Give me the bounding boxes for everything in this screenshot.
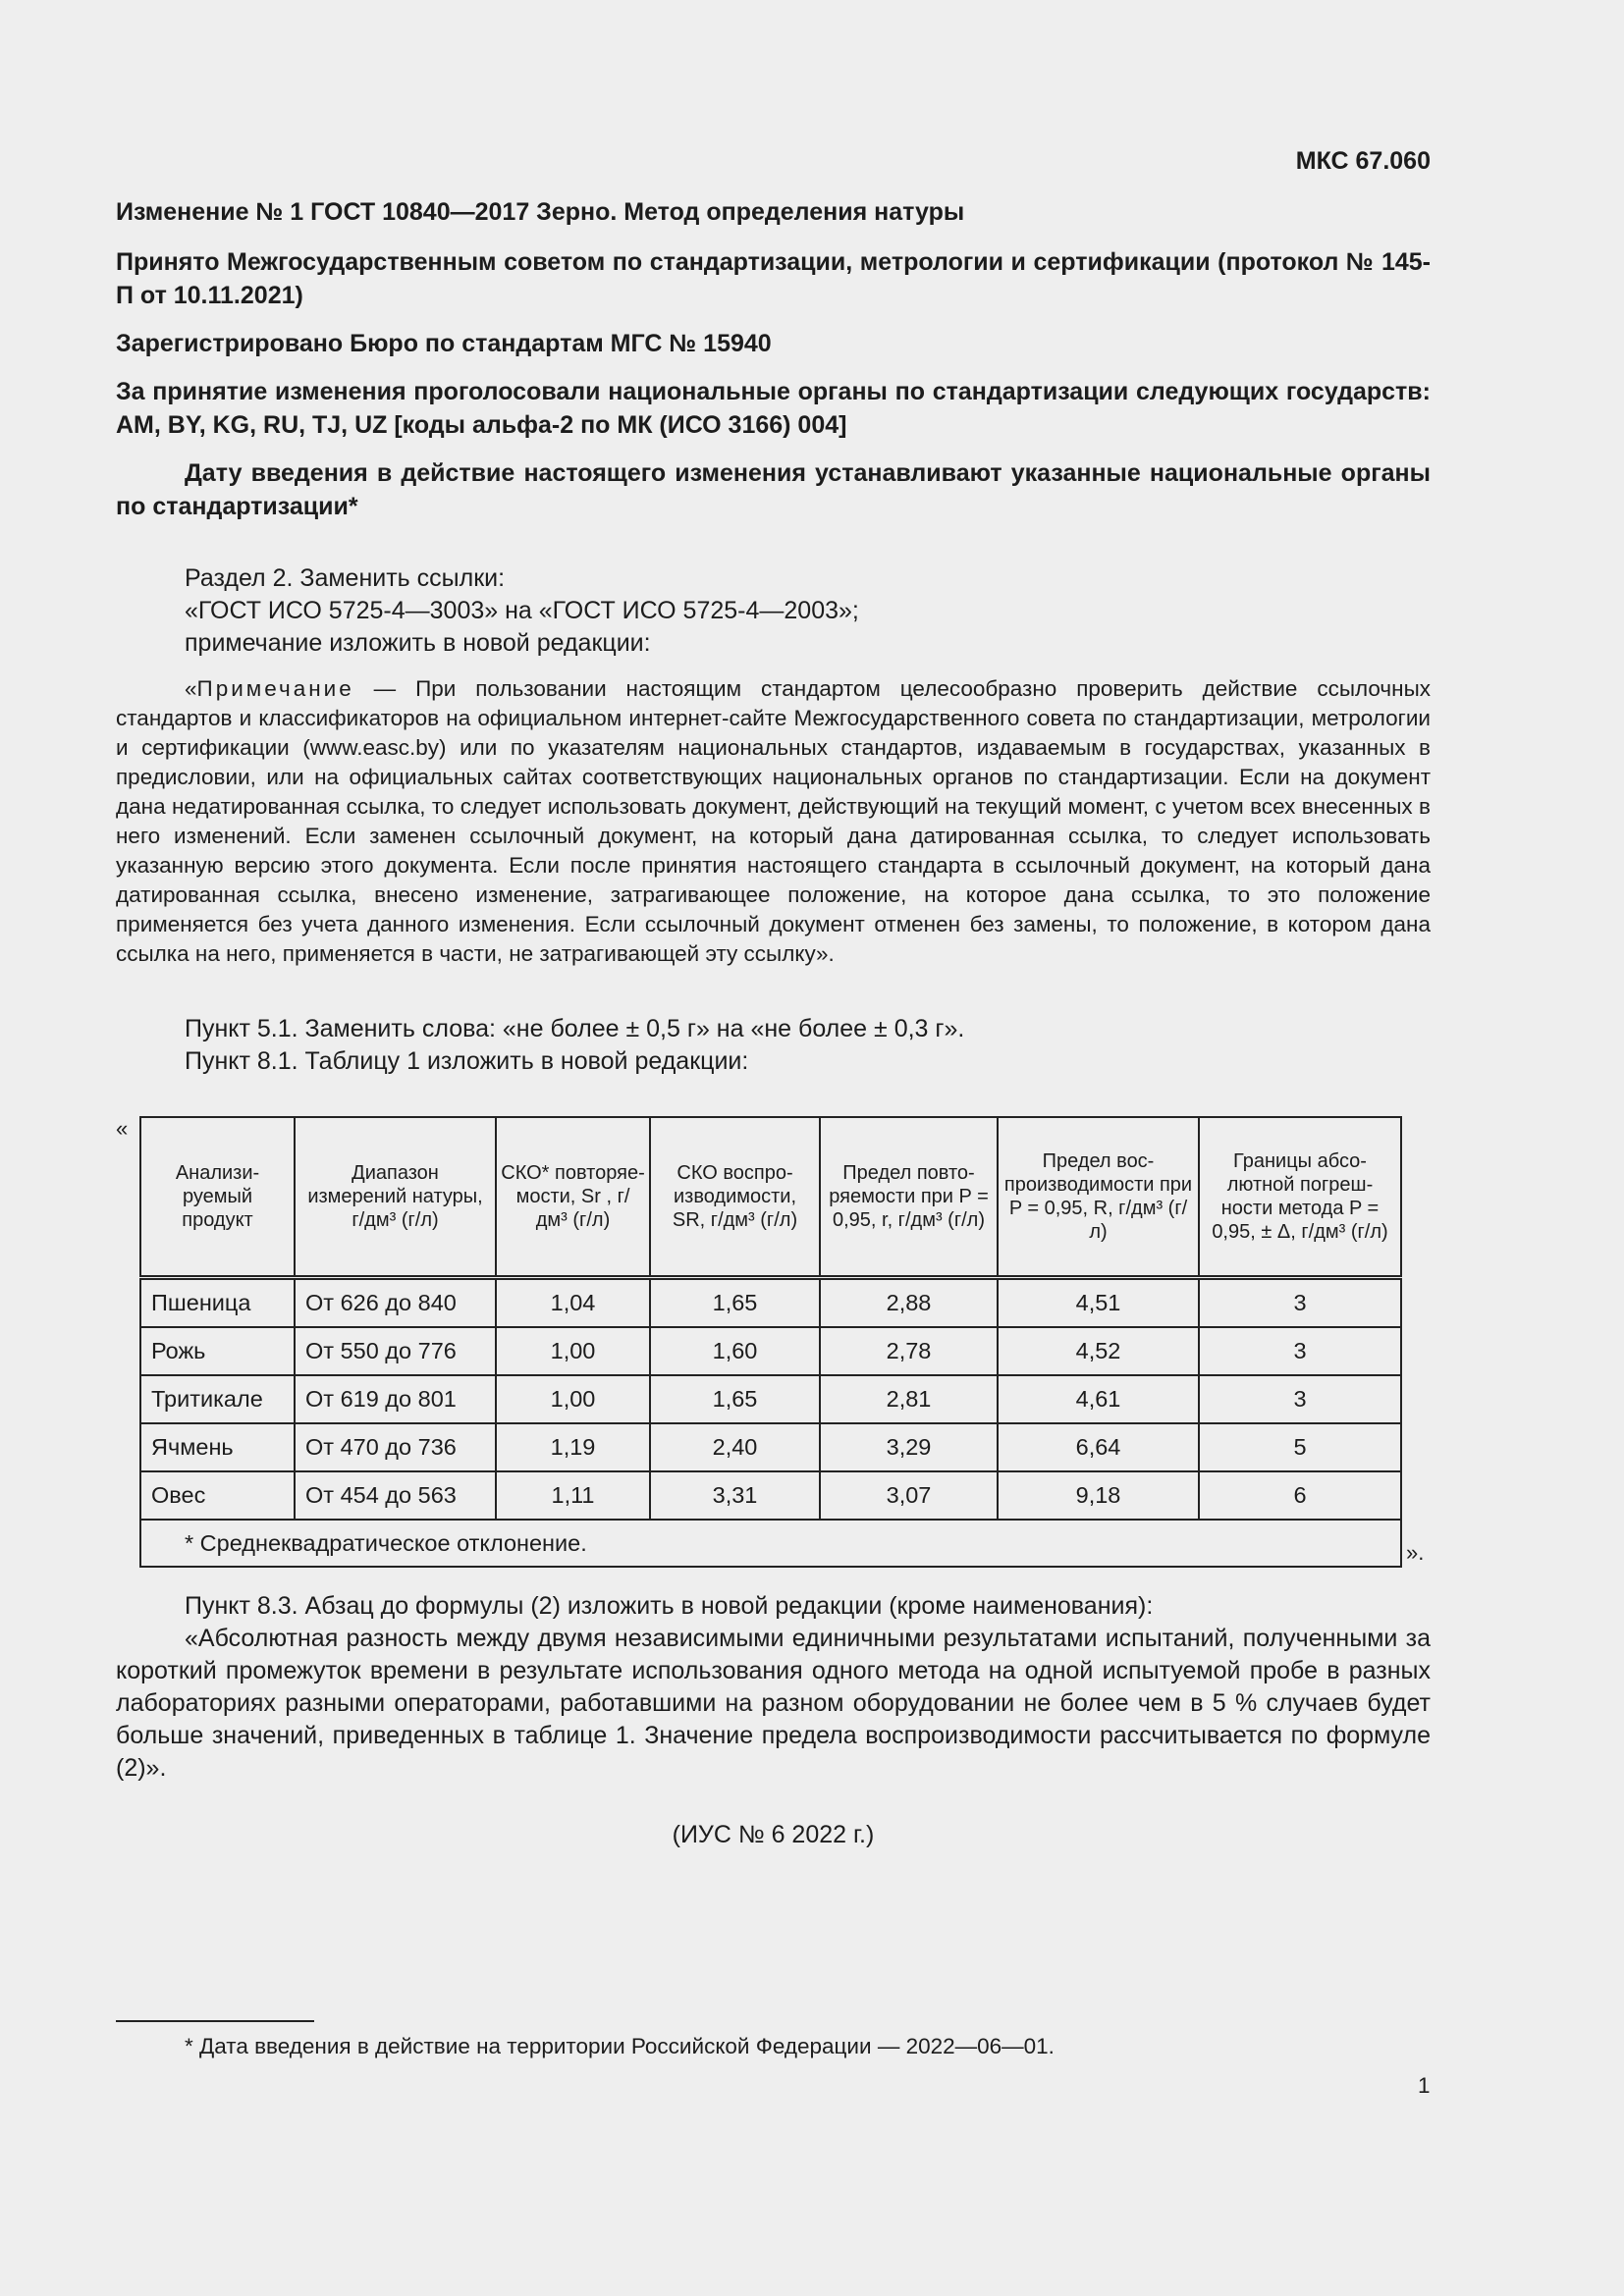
cell-value: 1,04 xyxy=(496,1278,650,1328)
cell-value: 1,65 xyxy=(650,1375,820,1423)
section2-line2: «ГОСТ ИСО 5725-4—3003» на «ГОСТ ИСО 5725-4—2003»; xyxy=(185,597,859,624)
note-paragraph xyxy=(116,674,1431,969)
table-row xyxy=(140,1471,1401,1520)
cell-value: 4,51 xyxy=(998,1278,1199,1328)
cell-value: 6 xyxy=(1199,1471,1401,1520)
item-8-1: Пункт 8.1. Таблицу 1 изложить в новой редакции: xyxy=(185,1047,749,1075)
table-header-row xyxy=(140,1117,1401,1278)
date-footnote: * Дата введения в действие на территории Российской Федерации — 2022—06—01. xyxy=(185,2034,1055,2058)
header-repeatability-limit: Предел повто-ряемости при P = 0,95, r, г/дм³ (г/л) xyxy=(820,1117,998,1278)
header-reproducibility-limit: Предел вос-производимости при P = 0,95, R, г/дм³ (г/л) xyxy=(998,1117,1199,1278)
registered-statement: Зарегистрировано Бюро по стандартам МГС № 15940 xyxy=(116,330,772,357)
footnote-divider xyxy=(116,2020,314,2022)
header-product: Анализи-руемый продукт xyxy=(140,1117,295,1278)
table-close-quote: ». xyxy=(1406,1540,1425,1565)
ius-reference: (ИУС № 6 2022 г.) xyxy=(672,1821,875,1848)
table-row xyxy=(140,1327,1401,1375)
cell-value: 9,18 xyxy=(998,1471,1199,1520)
header-range: Диапазон измерений натуры, г/дм³ (г/л) xyxy=(295,1117,496,1278)
cell-value: 3 xyxy=(1199,1327,1401,1375)
cell-value: 1,65 xyxy=(650,1278,820,1328)
section2-line3: примечание изложить в новой редакции: xyxy=(185,629,651,657)
cell-range: От 626 до 840 xyxy=(295,1278,496,1328)
header-sko-repeatability: СКО* повторяе-мости, Sr , г/дм³ (г/л) xyxy=(496,1117,650,1278)
header-error-bounds: Границы абсо-лютной погреш-ности метода P = 0,95, ± Δ, г/дм³ (г/л) xyxy=(1199,1117,1401,1278)
note-open-quote: « xyxy=(185,676,197,701)
header-sko-reproducibility: СКО воспро-изводимости, SR, г/дм³ (г/л) xyxy=(650,1117,820,1278)
cell-value: 1,00 xyxy=(496,1375,650,1423)
cell-value: 2,88 xyxy=(820,1278,998,1328)
cell-value: 2,40 xyxy=(650,1423,820,1471)
cell-value: 1,60 xyxy=(650,1327,820,1375)
amendment-title: Изменение № 1 ГОСТ 10840—2017 Зерно. Метод определения натуры xyxy=(116,198,965,226)
cell-value: 2,81 xyxy=(820,1375,998,1423)
item-5-1: Пункт 5.1. Заменить слова: «не более ± 0,5 г» на «не более ± 0,3 г». xyxy=(185,1015,965,1042)
cell-product: Овес xyxy=(140,1471,295,1520)
cell-value: 3,31 xyxy=(650,1471,820,1520)
cell-range: От 454 до 563 xyxy=(295,1471,496,1520)
cell-range: От 470 до 736 xyxy=(295,1423,496,1471)
cell-product: Тритикале xyxy=(140,1375,295,1423)
table-open-quote: « xyxy=(116,1116,129,1141)
section2-line1: Раздел 2. Заменить ссылки: xyxy=(185,564,506,592)
table-row xyxy=(140,1423,1401,1471)
cell-value: 1,19 xyxy=(496,1423,650,1471)
cell-range: От 550 до 776 xyxy=(295,1327,496,1375)
cell-product: Рожь xyxy=(140,1327,295,1375)
cell-product: Пшеница xyxy=(140,1278,295,1328)
cell-value: 1,00 xyxy=(496,1327,650,1375)
cell-product: Ячмень xyxy=(140,1423,295,1471)
cell-value: 1,11 xyxy=(496,1471,650,1520)
cell-value: 3 xyxy=(1199,1278,1401,1328)
effective-date-statement: Дату введения в действие настоящего изменения устанавливают указанные национальные органы по стандартизации* xyxy=(116,459,1431,520)
table-row xyxy=(140,1278,1401,1328)
cell-value: 3,29 xyxy=(820,1423,998,1471)
cell-value: 3,07 xyxy=(820,1471,998,1520)
note-label: Примечание xyxy=(196,676,354,701)
table-footnote: * Среднеквадратическое отклонение. xyxy=(140,1520,1401,1567)
cell-range: От 619 до 801 xyxy=(295,1375,496,1423)
table-row xyxy=(140,1375,1401,1423)
item-8-3: Пункт 8.3. Абзац до формулы (2) изложить в новой редакции (кроме наименования): xyxy=(185,1592,1154,1620)
adopted-statement: Принято Межгосударственным советом по стандартизации, метрологии и сертификации (протокол № 145-П от 10.11.2021) xyxy=(116,248,1431,309)
cell-value: 6,64 xyxy=(998,1423,1199,1471)
cell-value: 5 xyxy=(1199,1423,1401,1471)
cell-value: 2,78 xyxy=(820,1327,998,1375)
cell-value: 4,52 xyxy=(998,1327,1199,1375)
cell-value: 3 xyxy=(1199,1375,1401,1423)
item-8-3-text: «Абсолютная разность между двумя независимыми единичными результатами испытаний, полученными за короткий промежуток времени в результате использования одного метода на одной испытуемой пробе в разных лабораториях разными операторами, работавшими на разном оборудовании не более чем в 5 % случаев будет больше значений, приведенных в таблице 1. Значение предела воспроизводимости рассчитывается по формуле (2)». xyxy=(116,1625,1431,1782)
table-1 xyxy=(139,1116,1402,1568)
cell-value: 4,61 xyxy=(998,1375,1199,1423)
note-text: — При пользовании настоящим стандартом целесообразно проверить действие ссылочных стандартов и классификаторов на официальном интернет-сайте Межгосударственного совета по стандартизации, метрологии и сертификации (www.easc.by) или по указателям национальных стандартов, издаваемым в государствах, указанных в предисловии, или на официальных сайтах соответствующих национальных органов по стандартизации. Если на документ дана недатированная ссылка, то следует использовать документ, действующий на текущий момент, с учетом всех внесенных в него изменений. Если заменен ссылочный документ, на который дана датированная ссылка, то следует использовать указанную версию этого документа. Если после принятия настоящего стандарта в ссылочный документ, на который дана датированная ссылка, внесено изменение, затрагивающее положение, на которое дана ссылка, то это положение применяется без учета данного изменения. Если ссылочный документ отменен без замены, то положение, в котором дана ссылка на него, применяется в части, не затрагивающей эту ссылку». xyxy=(116,676,1431,966)
table-footnote-row xyxy=(140,1520,1401,1567)
classification-code: МКС 67.060 xyxy=(1295,147,1431,175)
page-number: 1 xyxy=(1418,2073,1431,2098)
voted-statement: За принятие изменения проголосовали национальные органы по стандартизации следующих государств: AM, BY, KG, RU, TJ, UZ [коды альфа-2 по МК (ИСО 3166) 004] xyxy=(116,378,1431,439)
